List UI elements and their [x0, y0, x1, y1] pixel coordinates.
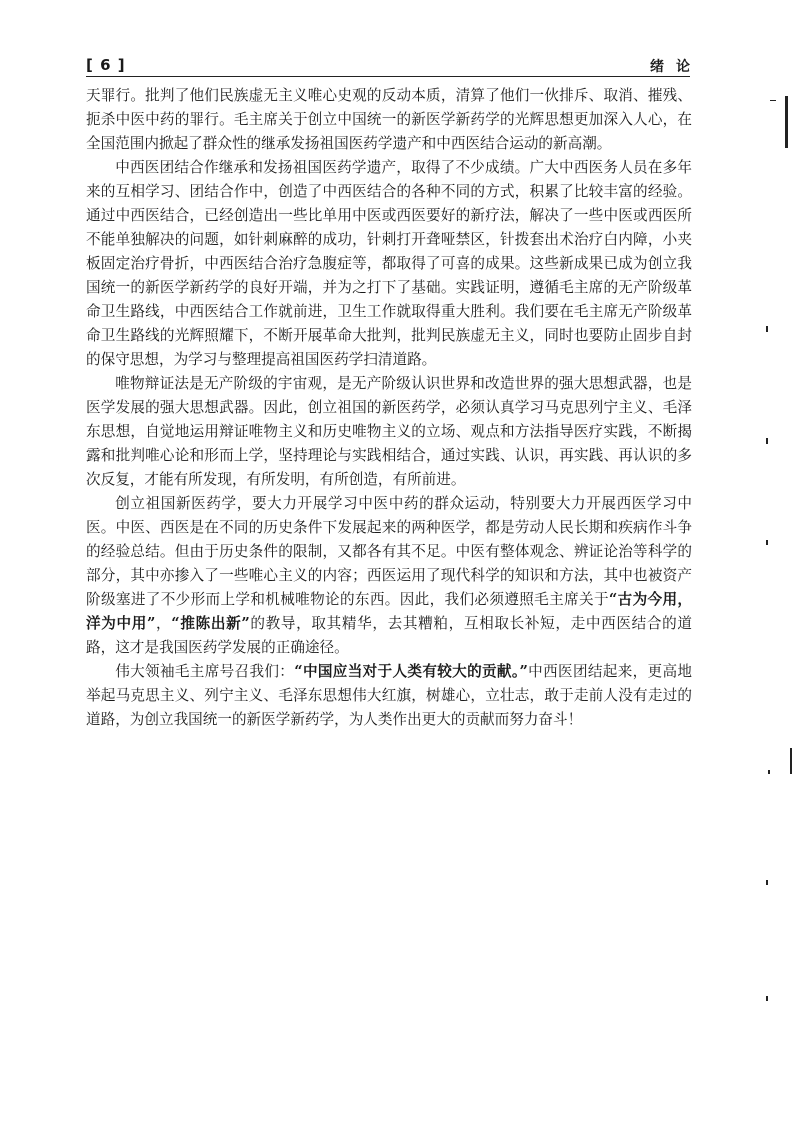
scan-speck: [785, 96, 788, 148]
body-text: [86, 84, 692, 732]
paragraph-new-medicine: [86, 492, 692, 660]
paragraph-text: 创立祖国新医药学，要大力开展学习中医中药的群众运动，特别要大力开展西医学习中医。中医、西医是在不同的历史条件下发展起来的两种医学，都是劳动人民长期和疾病作斗争的经验总结。但由于历史条件的限制，又都各有其不足。中医有整体观念、辨证论治等科学的部分，其中亦掺入了一些唯心主义的内容；西医运用了现代科学的知识和方法，其中也被资产阶级塞进了不少形而上学和机械唯物论的东西。因此，我们必须遵照毛主席关于: [86, 495, 692, 608]
paragraph-integration-achievements: 中西医团结合作继承和发扬祖国医药学遗产，取得了不少成绩。广大中西医务人员在多年来的互相学习、团结合作中，创造了中西医结合的各种不同的方式，积累了比较丰富的经验。通过中西医结合，已经创造出一些比单用中医或西医要好的新疗法，解决了一些中医或西医所不能单独解决的问题，如针刺麻醉的成功，针刺打开聋哑禁区，针拨套出术治疗白内障，小夹板固定治疗骨折，中西医结合治疗急腹症等，都取得了可喜的成果。这些新成果已成为创立我国统一的新医学新药学的良好开端，并为之打下了基础。实践证明，遵循毛主席的无产阶级革命卫生路线，中西医结合工作就前进，卫生工作就取得重大胜利。我们要在毛主席无产阶级革命卫生路线的光辉照耀下，不断开展革命大批判，批判民族虚无主义，同时也要防止固步自封的保守思想，为学习与整理提高祖国医药学扫清道路。: [86, 159, 692, 368]
header-rule: [86, 76, 690, 77]
scan-speck: [790, 748, 792, 774]
scan-speck: [766, 880, 768, 885]
scan-speck: [766, 438, 768, 444]
quote-contribution: “中国应当对于人类有较大的贡献。”: [294, 663, 528, 680]
separator: ，: [155, 615, 172, 632]
paragraph-text: 伟大领袖毛主席号召我们：: [115, 663, 295, 680]
section-title: 绪论: [650, 59, 702, 75]
paragraph-dialectics: 唯物辩证法是无产阶级的宇宙观，是无产阶级认识世界和改造世界的强大思想武器，也是医学发展的强大思想武器。因此，创立祖国的新医药学，必须认真学习马克思列宁主义、毛泽东思想，自觉地运用辩证唯物主义和历史唯物主义的立场、观点和方法指导医疗实践，不断揭露和批判唯心论和形而上学，坚持理论与实践相结合，通过实践、认识，再实践、再认识的多次反复，才能有所发现，有所发明，有所创造，有所前进。: [86, 375, 692, 488]
scan-speck: [770, 100, 776, 101]
scan-speck: [768, 770, 770, 774]
paragraph-call-to-action: [86, 660, 692, 732]
page-number: [ 6 ]: [86, 56, 126, 74]
quote-innovation: “推陈出新”: [171, 615, 250, 632]
paragraph-text: 中西医团结起来，更高地举起马克思主义、列宁主义、毛泽东思想伟大红旗，树雄心，立壮志，敢于走前人没有走过的道路，为创立我国统一的新医学新药学，为人类作出更大的贡献而努力奋斗！: [86, 663, 692, 728]
scan-speck: [766, 540, 768, 545]
paragraph-continued: 天罪行。批判了他们民族虚无主义唯心史观的反动本质，清算了他们一伙排斥、取消、摧残、扼杀中医中药的罪行。毛主席关于创立中国统一的新医学新药学的光辉思想更加深入人心，在全国范围内掀起了群众性的继承发扬祖国医药学遗产和中西医结合运动的新高潮。: [86, 87, 692, 152]
paragraph-text: 的教导，取其精华，去其糟粕，互相取长补短，走中西医结合的道路，这才是我国医药学发展的正确途径。: [86, 615, 692, 656]
scan-speck: [766, 996, 768, 1001]
scan-speck: [766, 326, 768, 332]
page-header: [86, 56, 702, 78]
quote-ancient-foreign: “古为今用，洋为中用”: [86, 591, 692, 632]
